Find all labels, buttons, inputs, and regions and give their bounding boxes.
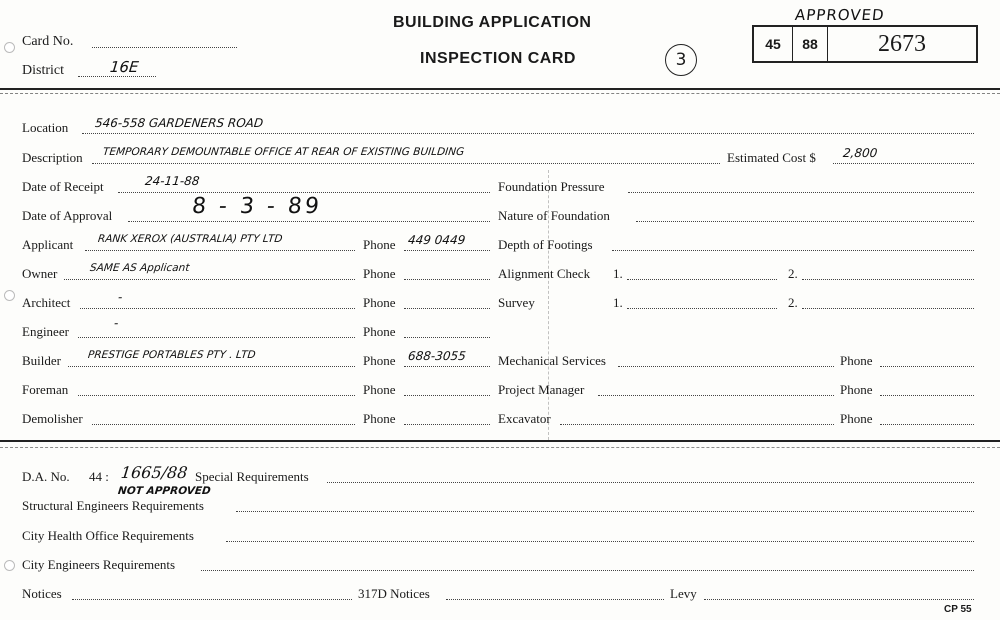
date-of-approval-label: Date of Approval <box>22 208 113 223</box>
demolisher-phone-label: Phone <box>363 411 396 426</box>
survey-2-line[interactable] <box>802 308 974 309</box>
engineer-label: Engineer <box>22 324 69 339</box>
builder-label: Builder <box>22 353 61 368</box>
excavator-phone-label: Phone <box>840 411 873 426</box>
notices-317d-label: 317D Notices <box>358 586 430 601</box>
city-health-office-label: City Health Office Requirements <box>22 528 194 543</box>
depth-of-footings-label: Depth of Footings <box>498 237 593 252</box>
builder-phone-label: Phone <box>363 353 396 368</box>
alignment-check-1-label: 1. <box>613 266 623 281</box>
reference-year-cell: 45 <box>754 27 793 61</box>
location-line[interactable] <box>82 133 974 134</box>
special-requirements-label: Special Requirements <box>195 469 309 484</box>
approved-stamp: APPROVED <box>794 6 886 24</box>
da-number-value: 1665/88 <box>120 463 189 482</box>
architect-phone-line[interactable] <box>404 308 490 309</box>
date-of-receipt-line[interactable] <box>118 192 490 193</box>
engineer-phone-label: Phone <box>363 324 396 339</box>
header-divider-dashed <box>0 93 1000 94</box>
notices-line[interactable] <box>72 599 352 600</box>
engineer-line[interactable] <box>78 337 355 338</box>
builder-line[interactable] <box>68 366 355 367</box>
architect-phone-label: Phone <box>363 295 396 310</box>
survey-1-label: 1. <box>613 295 623 310</box>
levy-label: Levy <box>670 586 697 601</box>
description-line[interactable] <box>92 163 720 164</box>
punch-hole <box>4 42 15 53</box>
owner-phone-line[interactable] <box>404 279 490 280</box>
location-label: Location <box>22 120 69 135</box>
circled-card-number <box>665 44 697 76</box>
owner-line[interactable] <box>64 279 355 280</box>
project-manager-phone-line[interactable] <box>880 395 974 396</box>
section-divider <box>0 440 1000 442</box>
engineer-phone-line[interactable] <box>404 337 490 338</box>
city-health-office-line[interactable] <box>226 541 974 542</box>
project-manager-phone-label: Phone <box>840 382 873 397</box>
date-of-receipt-label: Date of Receipt <box>22 179 104 194</box>
section-divider-dashed <box>0 447 1000 448</box>
architect-value: - <box>117 290 124 304</box>
engineer-value: - <box>113 316 120 330</box>
applicant-label: Applicant <box>22 237 74 252</box>
excavator-label: Excavator <box>498 411 551 426</box>
survey-label: Survey <box>498 295 535 310</box>
demolisher-label: Demolisher <box>22 411 83 426</box>
estimated-cost-line[interactable] <box>833 163 974 164</box>
foundation-pressure-label: Foundation Pressure <box>498 179 605 194</box>
notices-label: Notices <box>22 586 62 601</box>
reference-number-box <box>752 25 978 63</box>
survey-1-line[interactable] <box>627 308 777 309</box>
date-of-receipt-value: 24-11-88 <box>144 174 201 188</box>
owner-phone-label: Phone <box>363 266 396 281</box>
project-manager-label: Project Manager <box>498 382 585 397</box>
structural-engineers-line[interactable] <box>236 511 974 512</box>
header-divider <box>0 88 1000 90</box>
architect-label: Architect <box>22 295 71 310</box>
foundation-pressure-line[interactable] <box>628 192 974 193</box>
survey-2-label: 2. <box>788 295 798 310</box>
demolisher-phone-line[interactable] <box>404 424 490 425</box>
foreman-phone-label: Phone <box>363 382 396 397</box>
card-no-label: Card No. <box>22 34 74 49</box>
alignment-check-2-label: 2. <box>788 266 798 281</box>
city-engineers-label: City Engineers Requirements <box>22 557 176 572</box>
form-title-line2: INSPECTION CARD <box>420 50 576 67</box>
foreman-line[interactable] <box>78 395 355 396</box>
alignment-check-2-line[interactable] <box>802 279 974 280</box>
applicant-phone-line[interactable] <box>404 250 490 251</box>
da-prefix: 44 : <box>89 469 109 484</box>
fold-crease <box>548 170 549 440</box>
applicant-phone-label: Phone <box>363 237 396 252</box>
mechanical-services-label: Mechanical Services <box>498 353 606 368</box>
reference-number-cell: 2673 <box>878 30 926 57</box>
applicant-value: RANK XEROX (AUSTRALIA) PTY LTD <box>97 233 284 245</box>
city-engineers-line[interactable] <box>201 570 974 571</box>
builder-phone-value: 688-3055 <box>407 349 467 363</box>
mechanical-services-phone-label: Phone <box>840 353 873 368</box>
description-label: Description <box>22 150 83 165</box>
punch-hole <box>4 560 15 571</box>
owner-value: SAME AS Applicant <box>89 262 191 274</box>
excavator-line[interactable] <box>560 424 834 425</box>
punch-hole <box>4 290 15 301</box>
applicant-phone-value: 449 0449 <box>407 233 467 247</box>
applicant-line[interactable] <box>85 250 355 251</box>
foreman-label: Foreman <box>22 382 69 397</box>
circled-number-value: 3 <box>675 50 687 70</box>
demolisher-line[interactable] <box>92 424 355 425</box>
district-label: District <box>22 63 64 78</box>
mechanical-services-phone-line[interactable] <box>880 366 974 367</box>
card-no-line[interactable] <box>92 47 237 48</box>
builder-phone-line[interactable] <box>404 366 490 367</box>
estimated-cost-value: 2,800 <box>842 146 879 160</box>
project-manager-line[interactable] <box>598 395 834 396</box>
excavator-phone-line[interactable] <box>880 424 974 425</box>
structural-engineers-label: Structural Engineers Requirements <box>22 498 204 513</box>
description-value: TEMPORARY DEMOUNTABLE OFFICE AT REAR OF EXISTING BUILDING <box>102 146 465 158</box>
date-of-approval-value: 8 - 3 - 89 <box>190 194 324 219</box>
builder-value: PRESTIGE PORTABLES PTY . LTD <box>87 349 257 361</box>
foreman-phone-line[interactable] <box>404 395 490 396</box>
da-no-label: D.A. No. <box>22 469 70 484</box>
levy-line[interactable] <box>704 599 974 600</box>
alignment-check-label: Alignment Check <box>498 266 591 281</box>
special-requirements-line[interactable] <box>327 482 974 483</box>
architect-line[interactable] <box>80 308 355 309</box>
nature-of-foundation-label: Nature of Foundation <box>498 208 610 223</box>
district-value: 16E <box>109 58 140 76</box>
date-of-approval-line[interactable] <box>128 221 490 222</box>
nature-of-foundation-line[interactable] <box>636 221 974 222</box>
mechanical-services-line[interactable] <box>618 366 834 367</box>
notices-317d-line[interactable] <box>446 599 664 600</box>
form-title-line1: BUILDING APPLICATION <box>393 14 592 31</box>
not-approved-note: NOT APPROVED <box>117 485 212 497</box>
estimated-cost-label: Estimated Cost $ <box>727 150 816 165</box>
location-value: 546-558 GARDENERS ROAD <box>94 116 264 130</box>
reference-series-cell: 88 <box>793 27 828 61</box>
district-line[interactable] <box>78 76 156 77</box>
alignment-check-1-line[interactable] <box>627 279 777 280</box>
form-code: CP 55 <box>944 604 972 615</box>
owner-label: Owner <box>22 266 58 281</box>
depth-of-footings-line[interactable] <box>612 250 974 251</box>
